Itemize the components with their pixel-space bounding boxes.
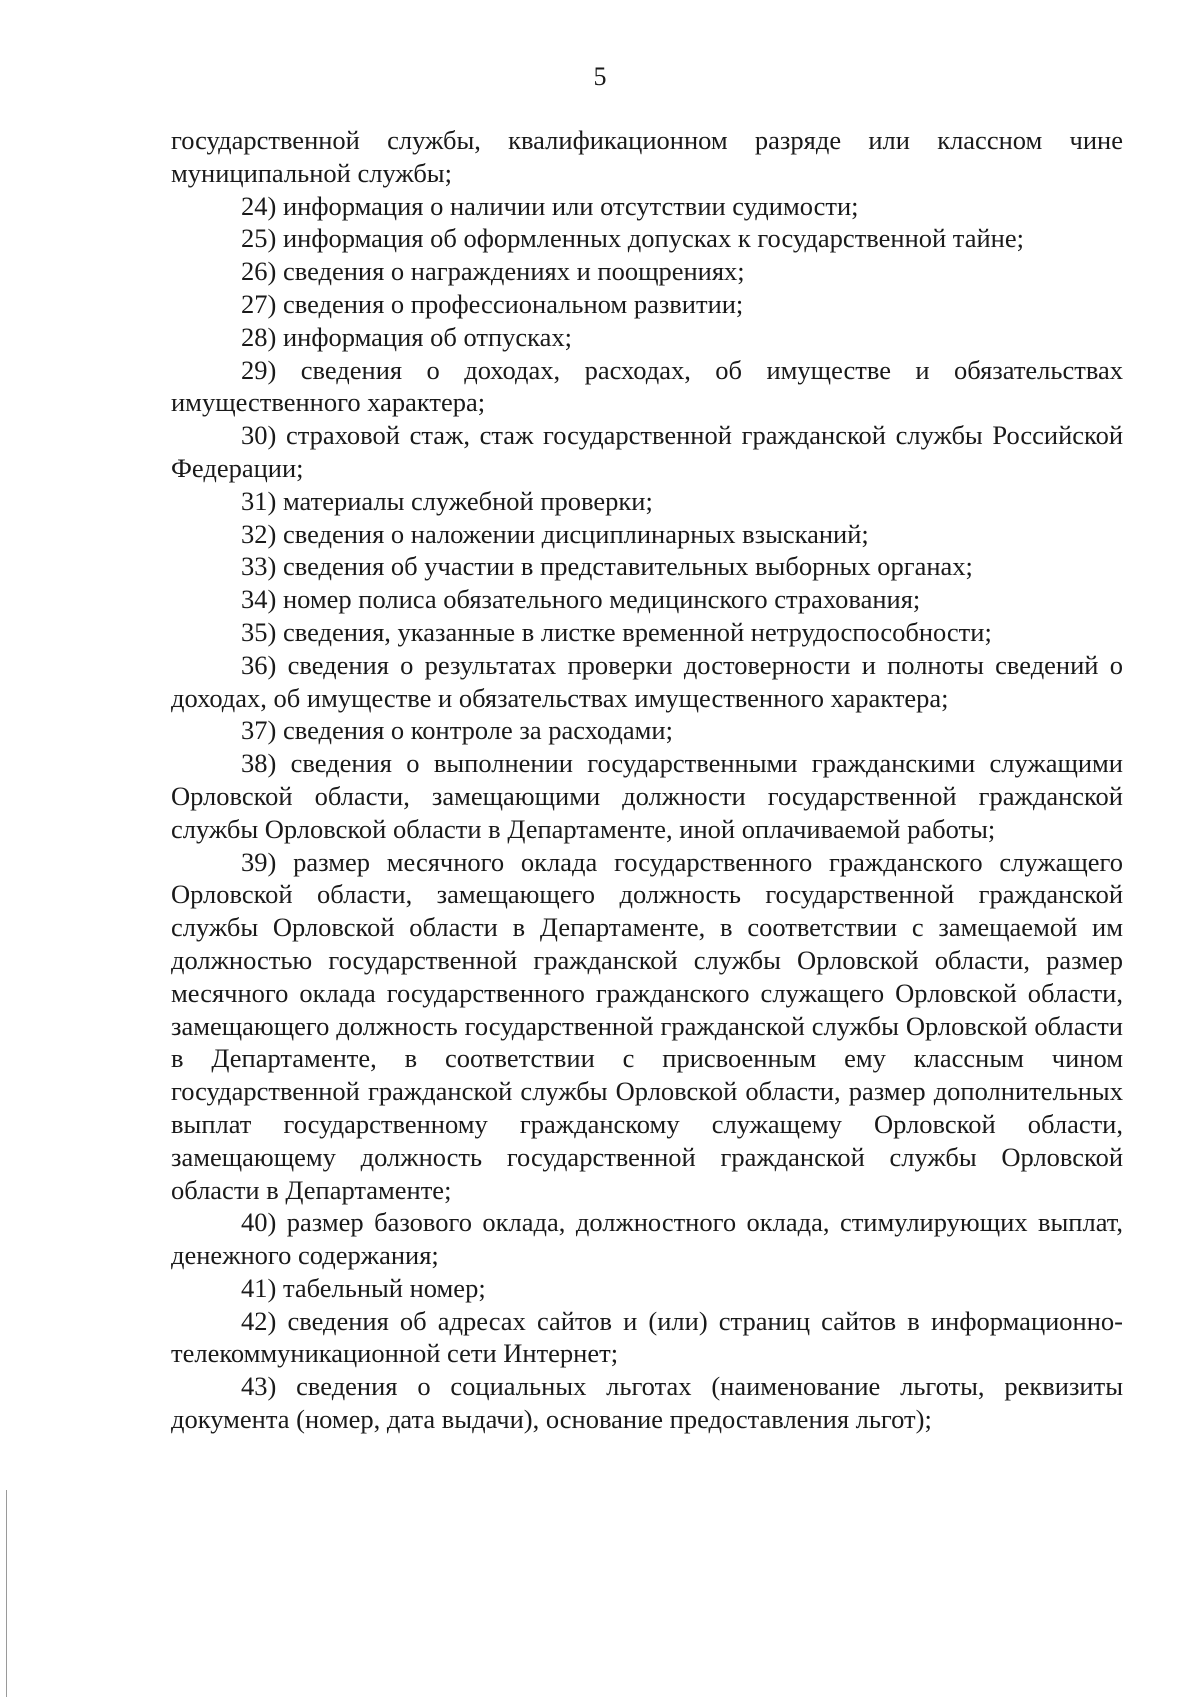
list-item-30: 30) страховой стаж, стаж государственной гражданской службы Российской Федерации; (171, 420, 1123, 483)
list-item-41: 41) табельный номер; (241, 1272, 486, 1303)
list-item-40: 40) размер базового оклада, должностного оклада, стимулирующих выплат, денежного содержания; (171, 1207, 1123, 1271)
scan-edge-line (6, 1490, 7, 1697)
document-body (171, 124, 1123, 1436)
list-item-27: 27) сведения о профессиональном развитии; (241, 288, 744, 319)
list-item-42: 42) сведения об адресах сайтов и (или) страниц сайтов в информационно-телекоммуникационной сети Интернет; (171, 1305, 1123, 1369)
paragraph-continuation: государственной службы, квалификационном разряде или классном чине муниципальной службы; (171, 125, 1123, 188)
list-item-25: 25) информация об оформленных допусках к государственной тайне; (241, 223, 1024, 254)
list-item-35: 35) сведения, указанные в листке временной нетрудоспособности; (241, 616, 992, 647)
list-item-26: 26) сведения о награждениях и поощрениях; (241, 256, 745, 287)
page-number: 5 (593, 62, 607, 91)
list-item-34: 34) номер полиса обязательного медицинского страхования; (241, 584, 921, 615)
list-item-38: 38) сведения о выполнении государственными гражданскими служащими Орловской области, замещающими должности государственной гражданской службы Орловской области в Департаменте, иной оплачиваемой работы; (171, 748, 1123, 844)
list-item-29: 29) сведения о доходах, расходах, об имуществе и обязательствах имущественного характера; (171, 354, 1123, 418)
list-item-32: 32) сведения о наложении дисциплинарных взысканий; (241, 518, 869, 549)
list-item-31: 31) материалы служебной проверки; (241, 485, 653, 516)
list-item-43: 43) сведения о социальных льготах (наименование льготы, реквизиты документа (номер, дата выдачи), основание предоставления льгот); (171, 1371, 1123, 1435)
list-item-37: 37) сведения о контроле за расходами; (241, 715, 673, 746)
list-item-39: 39) размер месячного оклада государственного гражданского служащего Орловской области, замещающего должность государственной гражданской службы Орловской области в Департаменте, в соответствии с замещаемой им должностью государственной гражданской службы Орловской области, размер месячного оклада государственного гражданского служащего Орловской области, замещающего должность государственной гражданской службы Орловской области в Департаменте, в соответствии с присвоенным ему классным чином государственной гражданской службы Орловской области, размер дополнительных выплат государственному гражданскому служащему Орловской области, замещающему должность государственной гражданской службы Орловской области в Департаменте; (171, 846, 1123, 1205)
list-item-28: 28) информация об отпусках; (241, 321, 572, 352)
list-item-33: 33) сведения об участии в представительных выборных органах; (241, 551, 973, 582)
list-item-24: 24) информация о наличии или отсутствии судимости; (241, 190, 859, 221)
list-item-36: 36) сведения о результатах проверки достоверности и полноты сведений о доходах, об имуществе и обязательствах имущественного характера; (171, 649, 1123, 713)
